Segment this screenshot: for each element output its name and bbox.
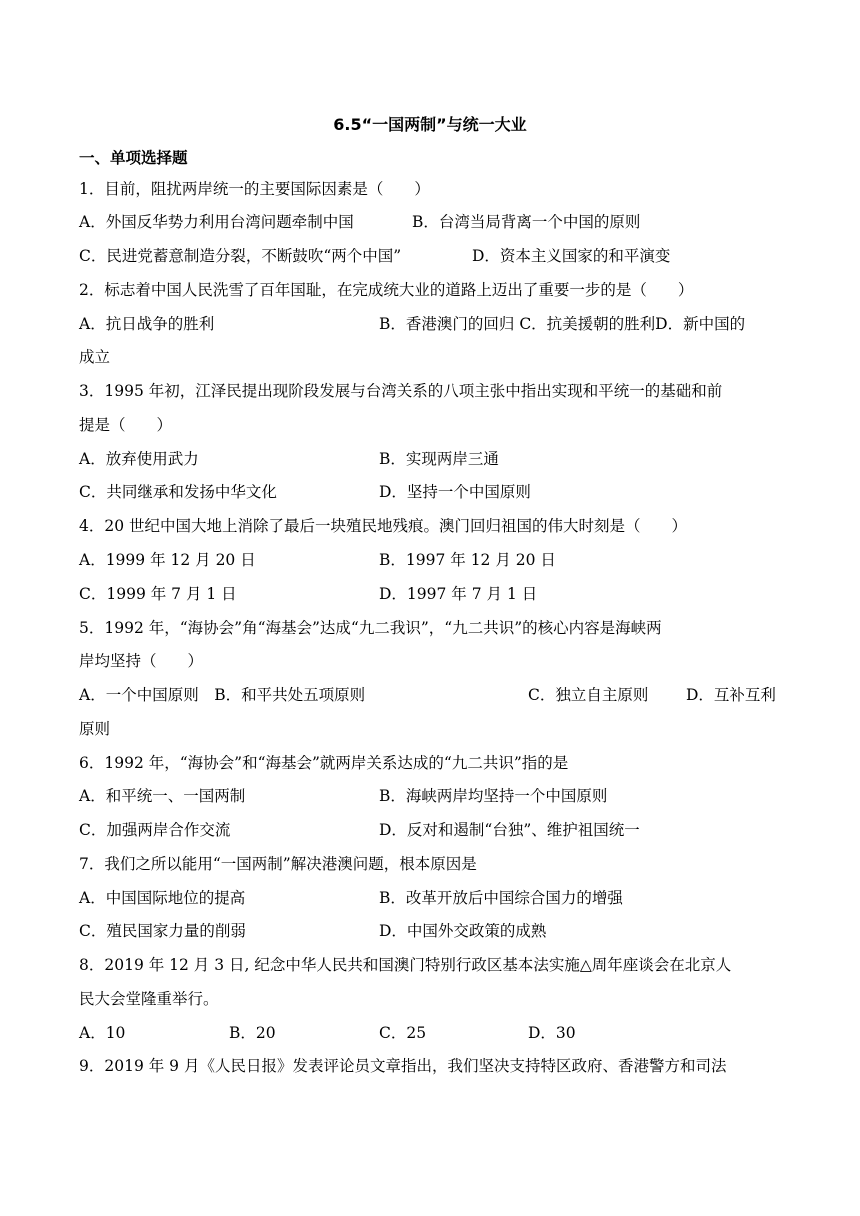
- question-5-stem-line-2: 岸均坚持（ ）: [79, 652, 204, 670]
- question-8-stem-line-1: 8．2019 年 12 月 3 日, 纪念中华人民共和国澳门特别行政区基本法实施△周年座谈会在北京人: [79, 956, 732, 974]
- question-5-option-d: D．互补互利: [686, 686, 776, 704]
- question-6-option-b: B．海峡两岸均坚持一个中国原则: [379, 787, 608, 805]
- question-6-option-c: C．加强两岸合作交流: [79, 821, 231, 839]
- question-4-option-c: C．1999 年 7 月 1 日: [79, 585, 237, 603]
- question-6-stem: 6．1992 年，“海协会”和“海基会”就两岸关系达成的“九二共识”指的是: [79, 754, 569, 772]
- question-4-option-b: B．1997 年 12 月 20 日: [379, 551, 556, 569]
- document-title: 6.5“一国两制”与统一大业: [333, 115, 527, 134]
- question-4-option-d: D．1997 年 7 月 1 日: [379, 585, 538, 603]
- question-3-option-d: D．坚持一个中国原则: [379, 483, 531, 501]
- question-4-stem: 4．20 世纪中国大地上消除了最后一块殖民地残痕。澳门回归祖国的伟大时刻是（ ）: [79, 517, 688, 535]
- question-3-option-b: B．实现两岸三通: [379, 450, 499, 468]
- question-7-option-c: C．殖民国家力量的削弱: [79, 922, 246, 940]
- question-7-option-b: B．改革开放后中国综合国力的增强: [379, 889, 623, 907]
- question-1-option-b: B．台湾当局背离一个中国的原则: [412, 213, 641, 231]
- question-3-option-c: C．共同继承和发扬中华文化: [79, 483, 277, 501]
- question-8-option-c: C．25: [379, 1024, 427, 1042]
- question-3-stem-line-2: 提是（ ）: [79, 416, 173, 434]
- question-2-option-a: A．抗日战争的胜利: [79, 315, 215, 333]
- question-2-continuation: 成立: [79, 348, 111, 366]
- question-1-option-c: C．民进党蓄意制造分裂，不断鼓吹“两个中国”: [79, 247, 402, 265]
- question-8-stem-line-2: 民大会堂隆重举行。: [79, 990, 219, 1008]
- question-7-option-d: D．中国外交政策的成熟: [379, 922, 547, 940]
- question-5-stem-line-1: 5．1992 年，“海协会”角“海基会”达成“九二我识”，“九二共识”的核心内容是海峡两: [79, 619, 662, 637]
- question-2-options-bcd: B．香港澳门的回归 C．抗美援朝的胜利D．新中国的: [379, 315, 746, 333]
- question-8-option-a: A．10: [79, 1024, 126, 1042]
- question-6-option-a: A．和平统一、一国两制: [79, 787, 246, 805]
- question-5-continuation: 原则: [79, 720, 111, 738]
- question-7-stem: 7．我们之所以能用“一国两制”解决港澳问题，根本原因是: [79, 855, 477, 873]
- question-6-option-d: D．反对和遏制“台独”、维护祖国统一: [379, 821, 640, 839]
- question-5-options-ab: A．一个中国原则 B．和平共处五项原则: [79, 686, 366, 704]
- question-1-stem: 1．目前，阻扰两岸统一的主要国际因素是（ ）: [79, 180, 430, 198]
- question-3-stem-line-1: 3．1995 年初，江泽民提出现阶段发展与台湾关系的八项主张中指出实现和平统一的基础和前: [79, 382, 723, 400]
- question-5-option-c: C．独立自主原则: [528, 686, 649, 704]
- question-9-stem: 9．2019 年 9 月《人民日报》发表评论员文章指出，我们坚决支持特区政府、香港警方和司法: [79, 1057, 727, 1075]
- question-4-option-a: A．1999 年 12 月 20 日: [79, 551, 256, 569]
- question-8-option-b: B．20: [229, 1024, 276, 1042]
- question-7-option-a: A．中国国际地位的提高: [79, 889, 246, 907]
- section-heading: 一、单项选择题: [79, 149, 188, 167]
- question-1-option-d: D．资本主义国家的和平演变: [472, 247, 671, 265]
- question-2-stem: 2．标志着中国人民洗雪了百年国耻，在完成统大业的道路上迈出了重要一步的是（ ）: [79, 281, 694, 299]
- question-1-option-a: A．外国反华势力利用台湾问题牵制中国: [79, 213, 354, 231]
- question-8-option-d: D．30: [528, 1024, 576, 1042]
- question-3-option-a: A．放弃使用武力: [79, 450, 199, 468]
